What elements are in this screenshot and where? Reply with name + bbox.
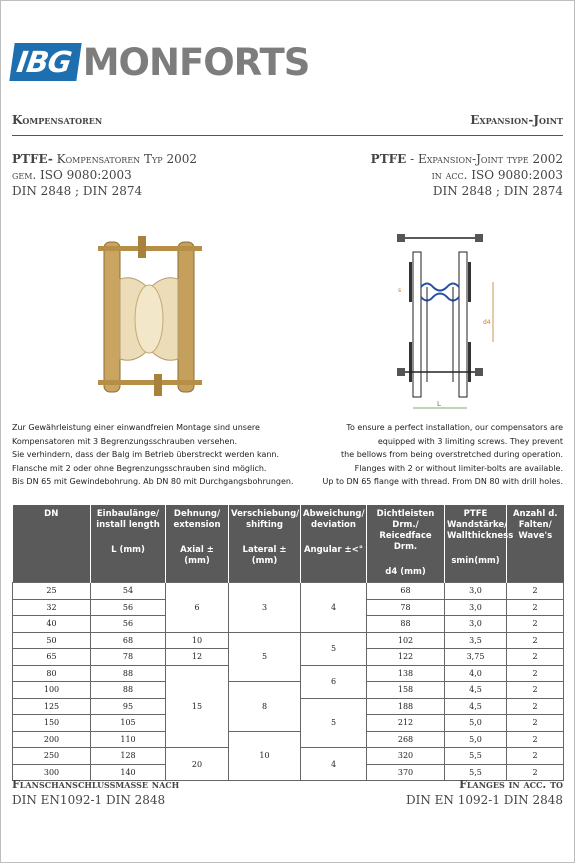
specification-table: [12, 505, 564, 781]
cell-dn: 125: [13, 698, 91, 715]
cell-length: 88: [91, 665, 166, 682]
cell-waves: 2: [507, 616, 564, 633]
footer-title-left: Flanschanschlussmaße nach: [12, 778, 180, 791]
column-header-unit: Angular ±<°: [303, 545, 364, 555]
cell-dn: 300: [13, 764, 91, 781]
cell-smin: 3,5: [445, 632, 507, 649]
subtitle-left: [12, 151, 197, 199]
cell-d4: 320: [367, 748, 445, 765]
cell-smin: 5,0: [445, 715, 507, 732]
column-header-title: Dichtleisten Drm./ Reicedface Drm.: [376, 509, 435, 552]
column-header: [13, 505, 91, 583]
cell-dn: 150: [13, 715, 91, 732]
column-header-unit: L (mm): [111, 545, 145, 555]
cell-length: 140: [91, 764, 166, 781]
cell-length: 68: [91, 632, 166, 649]
cell-smin: 4,0: [445, 665, 507, 682]
subtitle-right-line2: in acc. ISO 9080:2003: [431, 168, 563, 182]
cell-length: 105: [91, 715, 166, 732]
cell-d4: 138: [367, 665, 445, 682]
subtitle-left-bold: PTFE-: [12, 152, 53, 166]
table-row: [13, 583, 564, 600]
cell-angular: 5: [301, 698, 367, 748]
cell-length: 56: [91, 599, 166, 616]
column-header: [445, 505, 514, 583]
text-line: Bis DN 65 mit Gewindebohrung. Ab DN 80 mit Durchgangsbohrungen.: [12, 477, 294, 486]
cell-waves: 2: [507, 731, 564, 748]
subtitle-right: [371, 151, 563, 199]
cell-d4: 102: [367, 632, 445, 649]
text-line: the bellows from being overstretched during operation.: [341, 450, 563, 459]
table-header-row: [13, 505, 564, 583]
cell-waves: 2: [507, 698, 564, 715]
cell-waves: 2: [507, 665, 564, 682]
cell-axial: 10: [166, 632, 229, 649]
column-header: [507, 505, 564, 583]
column-header-unit: d4 (mm): [385, 567, 426, 577]
cell-d4: 370: [367, 764, 445, 781]
cell-waves: 2: [507, 632, 564, 649]
cell-d4: 212: [367, 715, 445, 732]
cell-lateral: 8: [229, 682, 301, 732]
cell-smin: 3,75: [445, 649, 507, 666]
cell-length: 110: [91, 731, 166, 748]
column-header-title: Verschiebung/ shifting: [231, 509, 300, 530]
cell-angular: 6: [301, 665, 367, 698]
cell-dn: 32: [13, 599, 91, 616]
cell-length: 54: [91, 583, 166, 600]
cell-dn: 250: [13, 748, 91, 765]
cell-smin: 3,0: [445, 583, 507, 600]
text-line: Flanges with 2 or without limiter-bolts are available.: [354, 463, 563, 473]
cell-lateral: 5: [229, 632, 301, 682]
cell-dn: 25: [13, 583, 91, 600]
table-row: [13, 682, 564, 699]
description-german: [12, 421, 294, 489]
subtitle-right-bold: PTFE: [370, 152, 407, 166]
column-header-title: Dehnung/ extension: [173, 509, 221, 530]
logo-monforts: MONFORTS: [82, 40, 310, 84]
cell-d4: 158: [367, 682, 445, 699]
text-line: Sie verhindern, dass der Balg im Betrieb überstreckt werden kann.: [12, 450, 280, 459]
product-photo: [90, 234, 210, 404]
column-header-title: Abweichung/ deviation: [303, 509, 365, 530]
column-header: [229, 505, 301, 583]
cell-length: 88: [91, 682, 166, 699]
cell-waves: 2: [507, 682, 564, 699]
cell-length: 128: [91, 748, 166, 765]
footer-sub-left: DIN EN1092-1 DIN 2848: [12, 793, 166, 807]
cell-lateral: 10: [229, 731, 301, 781]
cell-d4: 188: [367, 698, 445, 715]
cell-d4: 78: [367, 599, 445, 616]
column-header: [166, 505, 229, 583]
subtitle-right-line1: - Expansion-Joint type 2002: [406, 152, 563, 166]
section-title-right: Expansion-Joint: [470, 113, 563, 127]
subtitle-left-line2: gem. ISO 9080:2003: [12, 168, 132, 182]
text-line: Zur Gewährleistung einer einwandfreien Montage sind unsere: [12, 423, 260, 432]
cell-angular: 4: [301, 748, 367, 781]
cell-waves: 2: [507, 583, 564, 600]
text-line: Kompensatoren mit 3 Begrenzungsschrauben versehen.: [12, 436, 238, 446]
cell-dn: 50: [13, 632, 91, 649]
cell-dn: 40: [13, 616, 91, 633]
drawing-label-d4: d4: [483, 319, 491, 326]
cell-lateral: 3: [229, 583, 301, 633]
cell-angular: 5: [301, 632, 367, 665]
cell-smin: 4,5: [445, 682, 507, 699]
text-line: To ensure a perfect installation, our compensators are: [346, 423, 563, 432]
cell-waves: 2: [507, 764, 564, 781]
column-header: [301, 505, 367, 583]
cell-axial: 20: [166, 748, 229, 781]
drawing-label-l: L: [437, 400, 441, 408]
footer-title-right: Flanges in acc. to: [459, 778, 563, 791]
footer-sub-right: DIN EN 1092-1 DIN 2848: [405, 793, 563, 807]
cell-waves: 2: [507, 748, 564, 765]
column-header-title: PTFE Wandstärke/ Wallthickness: [447, 509, 514, 541]
cell-dn: 100: [13, 682, 91, 699]
cell-dn: 65: [13, 649, 91, 666]
subtitle-left-line1: Kompensatoren Typ 2002: [52, 152, 197, 166]
cell-d4: 122: [367, 649, 445, 666]
column-header-unit: smin(mm): [451, 556, 500, 566]
cell-waves: 2: [507, 599, 564, 616]
section-title-left: Kompensatoren: [12, 113, 103, 127]
column-header-unit: Axial ±(mm): [180, 545, 214, 566]
cell-smin: 3,0: [445, 599, 507, 616]
description-english: [322, 421, 563, 489]
cell-axial: 15: [166, 665, 229, 748]
table-row: [13, 632, 564, 649]
cell-waves: 2: [507, 715, 564, 732]
cell-smin: 5,5: [445, 748, 507, 765]
cell-length: 56: [91, 616, 166, 633]
technical-drawing: [385, 232, 500, 414]
company-logo: [12, 40, 310, 84]
subtitle-left-line3: DIN 2848 ; DIN 2874: [12, 184, 143, 198]
text-line: Up to DN 65 flange with thread. From DN 80 with drill holes.: [322, 477, 563, 486]
cell-angular: 4: [301, 583, 367, 633]
column-header: [91, 505, 166, 583]
column-header-title: Einbaulänge/ install length: [96, 509, 160, 530]
cell-dn: 200: [13, 731, 91, 748]
column-header-title: DN: [44, 509, 59, 519]
divider-top: [12, 135, 563, 136]
column-header-unit: Lateral ±(mm): [242, 545, 287, 566]
cell-dn: 80: [13, 665, 91, 682]
logo-ibg: IBG: [9, 43, 81, 81]
cell-axial: 6: [166, 583, 229, 633]
cell-smin: 3,0: [445, 616, 507, 633]
cell-d4: 268: [367, 731, 445, 748]
column-header: [367, 505, 445, 583]
cell-smin: 5,0: [445, 731, 507, 748]
subtitle-right-line3: DIN 2848 ; DIN 2874: [432, 184, 563, 198]
cell-axial: 12: [166, 649, 229, 666]
cell-waves: 2: [507, 649, 564, 666]
cell-d4: 68: [367, 583, 445, 600]
cell-length: 78: [91, 649, 166, 666]
cell-smin: 4,5: [445, 698, 507, 715]
cell-d4: 88: [367, 616, 445, 633]
cell-length: 95: [91, 698, 166, 715]
cell-smin: 5,5: [445, 764, 507, 781]
drawing-label-s: s: [398, 287, 402, 294]
column-header-title: Anzahl d. Falten/ Wave's: [512, 509, 558, 541]
text-line: equipped with 3 limiting screws. They prevent: [377, 436, 563, 446]
text-line: Flansche mit 2 oder ohne Begrenzungsschrauben sind möglich.: [12, 463, 267, 473]
table-row: [13, 731, 564, 748]
